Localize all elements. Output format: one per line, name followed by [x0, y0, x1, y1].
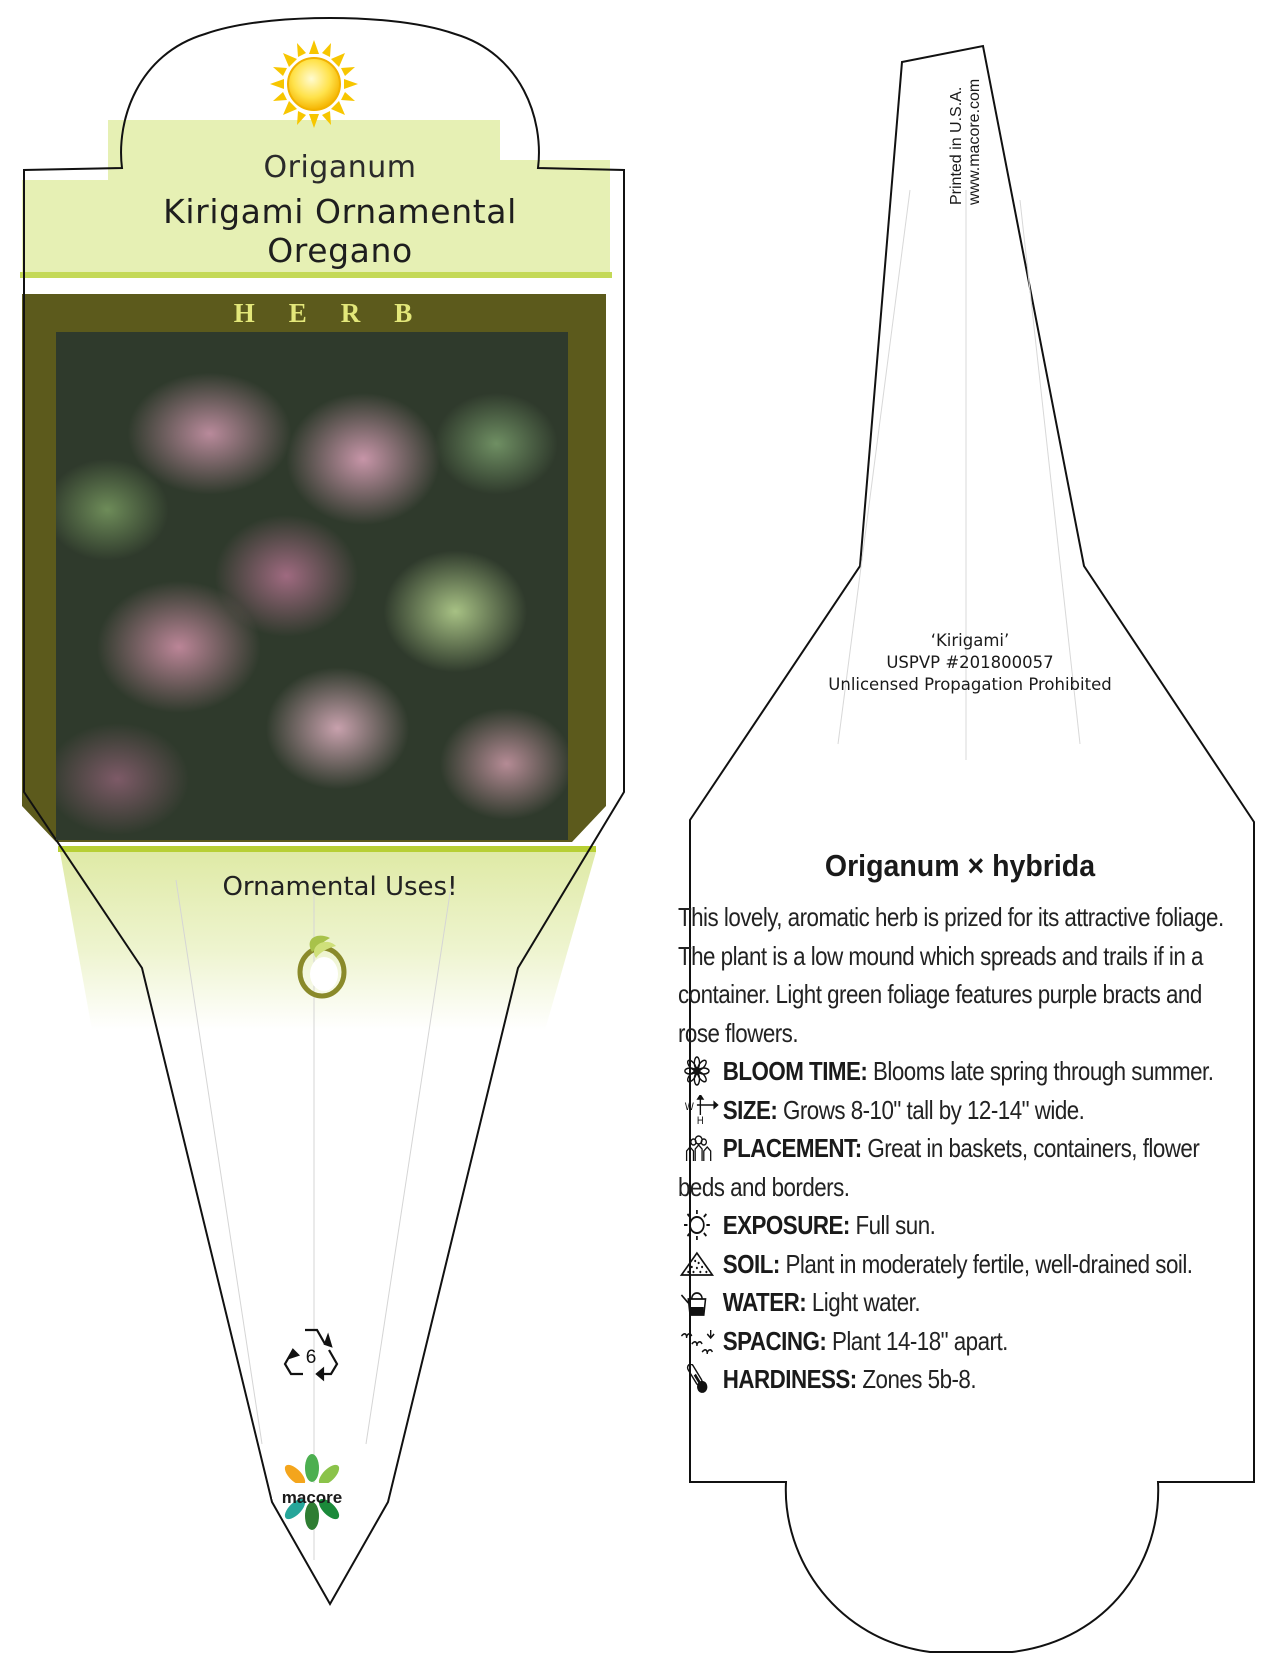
flower-icon	[678, 1056, 719, 1086]
soil-icon	[678, 1249, 719, 1279]
care-text: Plant in moderately fertile, well-drained soil.	[785, 1248, 1193, 1279]
care-text: Full sun.	[855, 1210, 936, 1240]
plant-common-name	[40, 192, 640, 270]
sun-icon	[678, 1210, 719, 1240]
patent-block	[760, 630, 1180, 696]
care-text: Light water.	[811, 1287, 921, 1317]
care-row-spacing	[678, 1322, 1228, 1361]
care-label: HARDINESS:	[722, 1364, 857, 1394]
size-icon-h: H	[696, 1114, 704, 1125]
care-row-bloom-time	[678, 1052, 1228, 1091]
plant-genus: Origanum	[263, 150, 417, 185]
care-text: Great in baskets, containers, flower beds and borders.	[678, 1133, 1200, 1202]
care-row-hardiness	[678, 1360, 1228, 1399]
care-row-water	[678, 1283, 1228, 1322]
patent-number: USPVP #201800057	[886, 653, 1054, 672]
propagation-notice: Unlicensed Propagation Prohibited	[828, 675, 1112, 694]
care-text: Blooms late spring through summer.	[873, 1056, 1214, 1086]
plant-category: HERB	[233, 298, 447, 328]
placement-icon	[678, 1133, 719, 1163]
ornamental-uses-tagline: Ornamental Uses!	[222, 872, 458, 902]
full-sun-icon	[270, 40, 358, 128]
care-instructions	[678, 1052, 1228, 1399]
size-icon-w: W	[684, 1100, 694, 1113]
care-label: WATER:	[722, 1287, 807, 1317]
care-label: PLACEMENT:	[722, 1133, 862, 1163]
printed-info	[948, 79, 984, 205]
plant-photo	[56, 332, 568, 840]
care-text: Plant 14-18" apart.	[831, 1325, 1008, 1356]
website: www.macore.com	[966, 78, 983, 205]
care-row-size	[678, 1091, 1228, 1130]
brand-logo-text: macore	[281, 1488, 343, 1507]
watering-can-icon	[678, 1287, 719, 1317]
spacing-icon	[678, 1326, 719, 1356]
size-icon	[678, 1095, 719, 1125]
common-name-line-1: Kirigami Ornamental	[163, 192, 517, 231]
care-label: SIZE:	[722, 1094, 778, 1125]
botanical-name: Origanum × hybrida	[824, 848, 1096, 883]
printed-in: Printed in U.S.A.	[948, 86, 965, 205]
plant-description: This lovely, aromatic herb is prized for its attractive foliage. The plant is a low mound which spreads and trails if in a container. Light green foliage features purple bracts and rose flowers.	[678, 902, 1224, 1048]
cultivar-name: ‘Kirigami’	[930, 631, 1010, 650]
care-label: SPACING:	[722, 1325, 827, 1356]
care-label: EXPOSURE:	[722, 1210, 850, 1240]
care-label: BLOOM TIME:	[722, 1056, 868, 1086]
care-row-placement	[678, 1129, 1228, 1206]
care-row-exposure	[678, 1206, 1228, 1245]
care-text: Grows 8-10" tall by 12-14" wide.	[782, 1094, 1085, 1125]
care-text: Zones 5b-8.	[862, 1364, 977, 1394]
care-row-soil	[678, 1245, 1228, 1284]
recycle-code: 6	[305, 1347, 317, 1368]
common-name-line-2: Oregano	[267, 231, 413, 270]
thermometer-icon	[678, 1364, 719, 1394]
care-label: SOIL:	[722, 1248, 780, 1279]
